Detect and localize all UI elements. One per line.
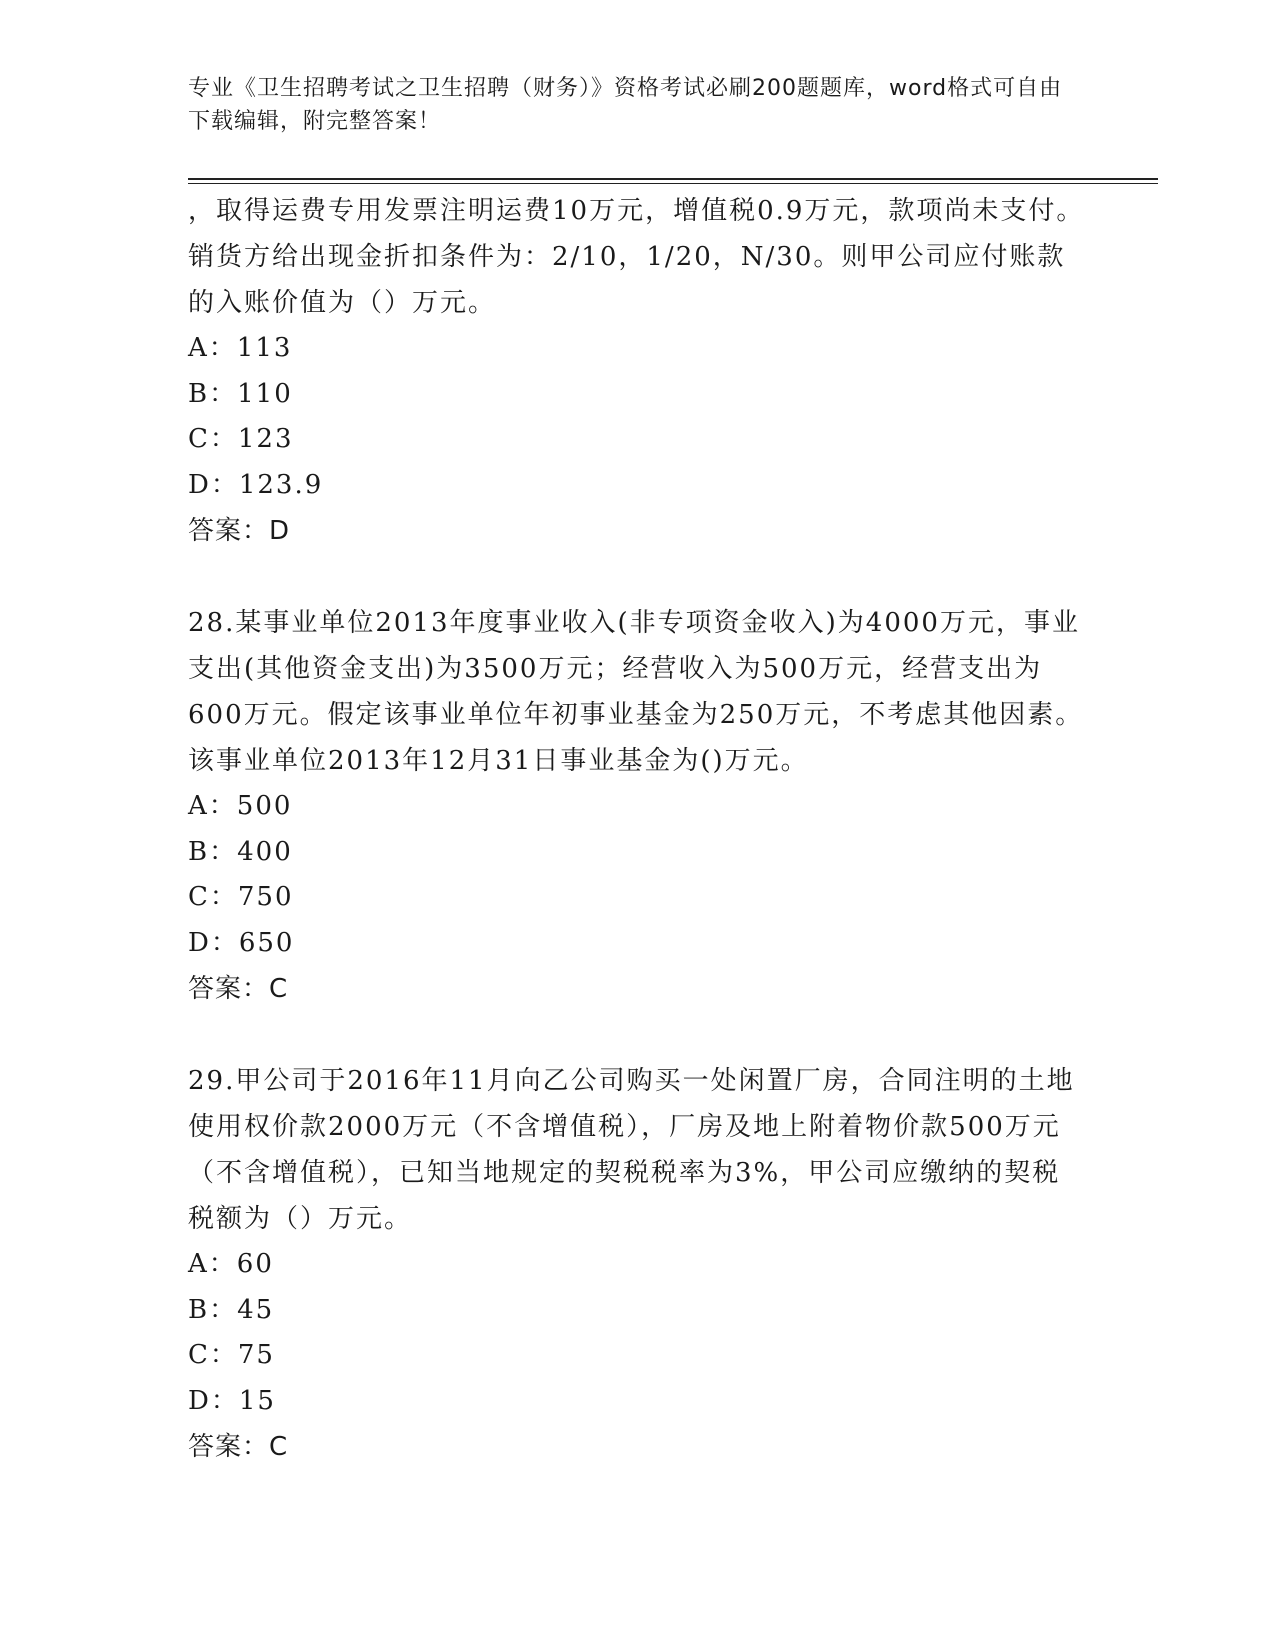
question-29 — [188, 1058, 1088, 1470]
answer: 答案：D — [188, 516, 291, 546]
option-a: A：60 — [188, 1249, 274, 1279]
option-d: D：123.9 — [188, 469, 324, 500]
answer: 答案：C — [188, 1432, 289, 1462]
option-d: D：650 — [188, 927, 295, 958]
document-title: 专业《卫生招聘考试之卫生招聘（财务）》资格考试必刷200题题库，word格式可自由下载编辑，附完整答案！ — [188, 76, 1063, 134]
question-text: ，取得运费专用发票注明运费10万元，增值税0.9万元，款项尚未支付。销货方给出现金折扣条件为：2/10，1/20，N/30。则甲公司应付账款的入账价值为（）万元。 — [188, 196, 1085, 318]
option-c: C：750 — [188, 882, 294, 912]
question-text: 28.某事业单位2013年度事业收入(非专项资金收入)为4000万元，事业支出(其他资金支出)为3500万元；经营收入为500万元，经营支出为600万元。假定该事业单位年初事业基金为250万元，不考虑其他因素。该事业单位2013年12月31日事业基金为()万元。 — [188, 608, 1084, 776]
option-a: A：500 — [188, 791, 293, 821]
option-d: D：15 — [188, 1385, 276, 1416]
header-divider-thick — [188, 178, 1158, 180]
question-text: 29.甲公司于2016年11月向乙公司购买一处闲置厂房，合同注明的土地使用权价款2000万元（不含增值税），厂房及地上附着物价款500万元（不含增值税），已知当地规定的契税税率为3%，甲公司应缴纳的契税税额为（）万元。 — [188, 1066, 1075, 1234]
option-a: A：113 — [188, 333, 293, 363]
question-list — [188, 188, 1088, 1470]
header-divider-thin — [188, 183, 1158, 184]
answer: 答案：C — [188, 974, 289, 1004]
option-c: C：75 — [188, 1340, 275, 1370]
document-header — [188, 72, 1068, 138]
option-b: B：45 — [188, 1294, 275, 1325]
option-c: C：123 — [188, 424, 294, 454]
question-28 — [188, 600, 1088, 1012]
option-b: B：400 — [188, 836, 293, 867]
option-b: B：110 — [188, 378, 293, 409]
question-27-continued — [188, 188, 1088, 554]
